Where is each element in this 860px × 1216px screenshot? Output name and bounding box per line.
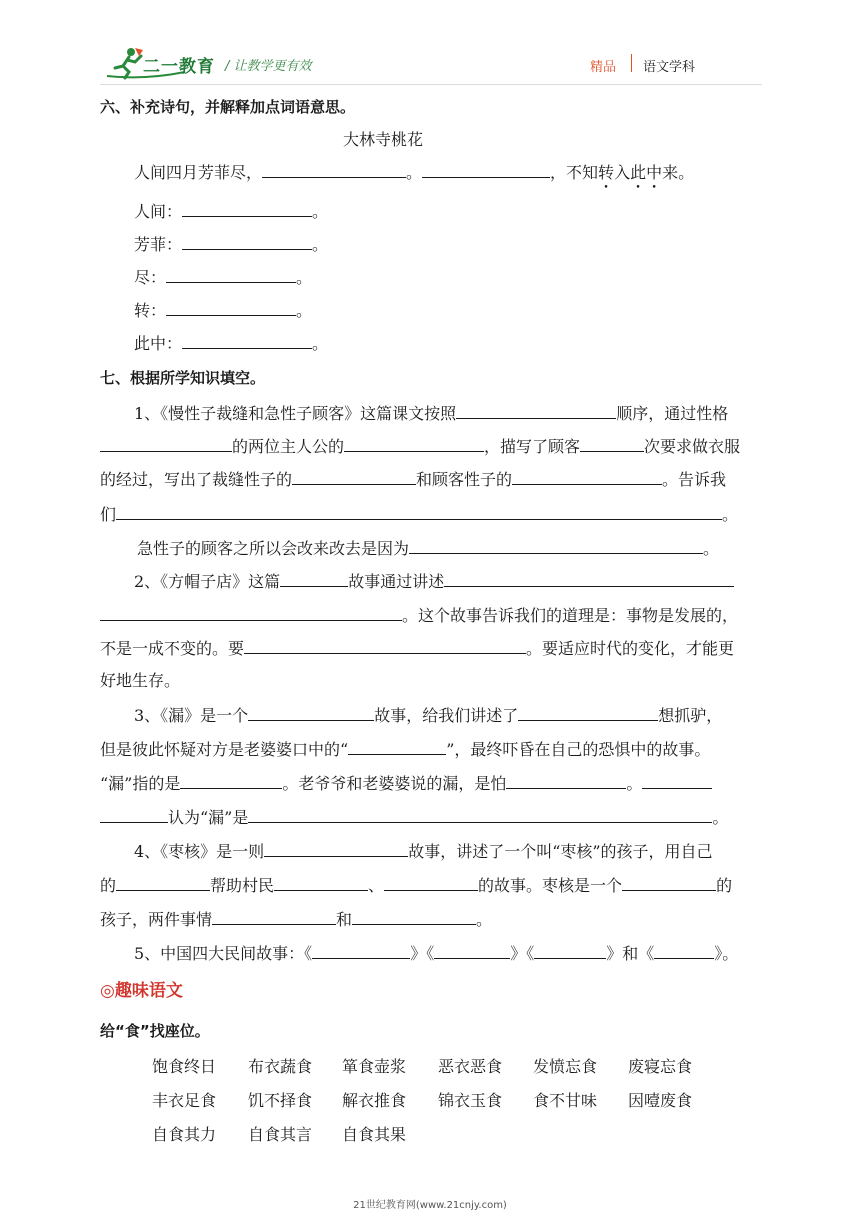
idiom-item: 饥不择食 bbox=[248, 1091, 313, 1110]
q5-blank-3[interactable] bbox=[534, 942, 606, 959]
section7-heading: 七、根据所学知识填空。 bbox=[100, 369, 266, 387]
term-label: 此中： bbox=[134, 334, 183, 353]
q3-blank-lou-is[interactable] bbox=[248, 806, 712, 823]
q3-blank-type[interactable] bbox=[248, 704, 374, 721]
q2-text: 2、《方帽子店》这篇 bbox=[134, 572, 281, 591]
q4-blank-deed2[interactable] bbox=[384, 874, 478, 891]
q3-blank-fear[interactable] bbox=[506, 772, 626, 789]
brand-name: 二一教育 bbox=[143, 57, 215, 77]
term-label: 芳菲： bbox=[134, 235, 183, 254]
explain-fangfei bbox=[134, 233, 328, 256]
q4-blank-trait[interactable] bbox=[622, 874, 716, 891]
quality-tag: 精品 bbox=[590, 60, 617, 75]
q4-text: 4、《枣核》是一则 bbox=[134, 842, 265, 861]
explain-jin bbox=[134, 266, 312, 289]
q1-text: 和顾客性子的 bbox=[416, 470, 513, 489]
q4-text: 的 bbox=[100, 876, 117, 895]
fun-task: 给“食”找座位。 bbox=[100, 1022, 210, 1040]
page-header bbox=[0, 0, 860, 90]
q1-blank-trait[interactable] bbox=[100, 435, 232, 452]
term-label: 尽： bbox=[134, 268, 167, 287]
q2-line3 bbox=[100, 637, 734, 660]
q4-text: 孩子，两件事情 bbox=[100, 910, 213, 929]
q1-line5 bbox=[137, 537, 719, 560]
q5-blank-2[interactable] bbox=[434, 942, 510, 959]
q4-line1 bbox=[134, 840, 713, 863]
q1-line4 bbox=[100, 503, 738, 526]
q3-blank-lou[interactable] bbox=[348, 738, 446, 755]
q4-blank-event2[interactable] bbox=[352, 908, 476, 925]
answer-blank[interactable] bbox=[182, 233, 312, 250]
q2-blank-type[interactable] bbox=[280, 570, 348, 587]
q3-text: 但是彼此怀疑对方是老婆婆口中的“ bbox=[100, 740, 349, 759]
q2-text: 故事通过讲述 bbox=[348, 572, 445, 591]
q4-line3 bbox=[100, 908, 492, 931]
poem-line bbox=[134, 161, 694, 184]
section6-heading: 六、补充诗句，并解释加点词语意思。 bbox=[100, 98, 356, 116]
q5-text: 》《 bbox=[510, 944, 535, 963]
q4-text: 的 bbox=[716, 876, 733, 895]
q3-text: 故事，给我们讲述了 bbox=[374, 706, 519, 725]
answer-blank[interactable] bbox=[166, 299, 296, 316]
q5-text: 5、中国四大民间故事：《 bbox=[134, 944, 313, 963]
idiom-item: 饱食终日 bbox=[152, 1057, 217, 1076]
q3-text: 。 bbox=[626, 774, 643, 793]
idiom-item: 恶衣恶食 bbox=[438, 1057, 503, 1076]
q1-blank-slow[interactable] bbox=[292, 468, 416, 485]
q3-line2 bbox=[100, 738, 710, 761]
dotted-char-zhuan: 转 bbox=[598, 163, 615, 182]
q2-line2 bbox=[100, 604, 738, 627]
poem-blank-1[interactable] bbox=[262, 161, 406, 178]
q2-blank-should[interactable] bbox=[244, 637, 526, 654]
q1-text: 次要求做衣服 bbox=[644, 437, 741, 456]
poem-line-end-f: 来。 bbox=[662, 163, 695, 182]
period: 。 bbox=[296, 301, 313, 320]
q4-text: 。 bbox=[476, 910, 493, 929]
q5-text: 》。 bbox=[714, 944, 739, 963]
q2-blank-story[interactable] bbox=[444, 570, 734, 587]
q4-text: 故事，讲述了一个叫“枣核”的孩子，用自己 bbox=[408, 842, 713, 861]
header-rule bbox=[100, 84, 762, 85]
q5-line1 bbox=[134, 942, 738, 965]
q2-line1 bbox=[134, 570, 734, 593]
fun-heading-text: ◎趣味语文 bbox=[100, 981, 183, 1001]
idiom-item: 因噎废食 bbox=[628, 1091, 693, 1110]
poem-blank-2[interactable] bbox=[422, 161, 550, 178]
subject-tag: 语文学科 bbox=[643, 60, 696, 75]
idiom-item: 自食其果 bbox=[342, 1125, 407, 1144]
dotted-char-ci: 此 bbox=[630, 163, 647, 182]
q5-text: 》《 bbox=[410, 944, 435, 963]
q1-text: 顺序，通过性格 bbox=[616, 404, 729, 423]
idiom-item: 丰衣足食 bbox=[152, 1091, 217, 1110]
q4-blank-type[interactable] bbox=[264, 840, 408, 857]
q3-text: 。 bbox=[712, 808, 729, 827]
q3-blank-meaning[interactable] bbox=[180, 772, 282, 789]
page-footer: 21世纪教育网(www.21cnjy.com) bbox=[353, 1200, 507, 1211]
q1-line1 bbox=[134, 402, 728, 425]
q4-text: 的故事。枣核是一个 bbox=[478, 876, 623, 895]
q4-line2 bbox=[100, 874, 732, 897]
q3-text: 想抓驴， bbox=[658, 706, 723, 725]
q3-line3 bbox=[100, 772, 712, 795]
idiom-item: 发愤忘食 bbox=[533, 1057, 598, 1076]
q5-text: 》和《 bbox=[606, 944, 655, 963]
idiom-item: 解衣推食 bbox=[342, 1091, 407, 1110]
fun-heading bbox=[100, 980, 183, 1002]
poem-line-end-a: ，不知 bbox=[550, 163, 599, 182]
q3-text: 3、《漏》是一个 bbox=[134, 706, 249, 725]
q3-text: ”，最终吓昏在自己的恐惧中的故事。 bbox=[446, 740, 711, 759]
q3-blank-who[interactable] bbox=[518, 704, 658, 721]
period: 。 bbox=[312, 235, 329, 254]
q4-text: 和 bbox=[336, 910, 353, 929]
q3-text: “漏”指的是 bbox=[100, 774, 181, 793]
q3-text: 认为“漏”是 bbox=[168, 808, 249, 827]
term-label: 转： bbox=[134, 301, 167, 320]
q1-line2 bbox=[100, 435, 740, 458]
q1-text: 。告诉我 bbox=[662, 470, 727, 489]
poem-line-start: 人间四月芳菲尽， bbox=[134, 163, 263, 182]
q4-blank-event1[interactable] bbox=[212, 908, 336, 925]
q2-line4: 好地生存。 bbox=[100, 671, 181, 690]
q3-text: 。老爷爷和老婆婆说的漏，是怕 bbox=[282, 774, 507, 793]
explain-zhuan bbox=[134, 299, 312, 322]
q1-text: 1、《慢性子裁缝和急性子顾客》这篇课文按照 bbox=[134, 404, 457, 423]
q4-blank-what[interactable] bbox=[116, 874, 210, 891]
slogan: / 让教学更有效 bbox=[225, 59, 312, 74]
q4-text: 帮助村民 bbox=[210, 876, 275, 895]
poem-char-ru: 入 bbox=[614, 163, 631, 182]
q3-blank-who2[interactable] bbox=[642, 772, 712, 789]
q1-text: 们 bbox=[100, 505, 117, 524]
period: 。 bbox=[312, 202, 329, 221]
q4-text: 、 bbox=[368, 876, 385, 895]
term-label: 人间： bbox=[134, 202, 183, 221]
q5-blank-4[interactable] bbox=[654, 942, 714, 959]
answer-blank[interactable] bbox=[166, 266, 296, 283]
q4-blank-deed1[interactable] bbox=[274, 874, 368, 891]
explain-renjian bbox=[134, 200, 328, 223]
q1-blank-order[interactable] bbox=[456, 402, 616, 419]
q3-line1 bbox=[134, 704, 722, 727]
q1-blank-lesson[interactable] bbox=[116, 503, 722, 520]
dotted-char-zhong: 中 bbox=[646, 163, 663, 182]
header-divider bbox=[631, 54, 632, 72]
q1-blank-reason[interactable] bbox=[409, 537, 703, 554]
idiom-item: 食不甘味 bbox=[533, 1091, 598, 1110]
idiom-item: 箪食壶浆 bbox=[342, 1057, 407, 1076]
q5-blank-1[interactable] bbox=[312, 942, 410, 959]
idiom-item: 锦衣玉食 bbox=[438, 1091, 503, 1110]
idiom-item: 自食其力 bbox=[152, 1125, 217, 1144]
q2-text: 。这个故事告诉我们的道理是：事物是发展的， bbox=[402, 606, 739, 625]
q2-text: 。要适应时代的变化，才能更 bbox=[526, 639, 735, 658]
q1-text: ，描写了顾客 bbox=[484, 437, 581, 456]
q3-line4 bbox=[100, 806, 728, 829]
idiom-item: 自食其言 bbox=[248, 1125, 313, 1144]
period: 。 bbox=[312, 334, 329, 353]
answer-blank[interactable] bbox=[182, 200, 312, 217]
poem-title: 大林寺桃花 bbox=[343, 130, 424, 149]
answer-blank[interactable] bbox=[182, 332, 312, 349]
q1-blank-words[interactable] bbox=[344, 435, 484, 452]
idiom-item: 废寝忘食 bbox=[628, 1057, 693, 1076]
q2-text: 不是一成不变的。要 bbox=[100, 639, 245, 658]
q1-text: 。 bbox=[703, 539, 720, 558]
q1-line3 bbox=[100, 468, 726, 491]
q3-blank-who2-cont[interactable] bbox=[100, 806, 168, 823]
explain-cizhong bbox=[134, 332, 328, 355]
q1-blank-times[interactable] bbox=[580, 435, 644, 452]
q1-text: 的经过，写出了裁缝性子的 bbox=[100, 470, 293, 489]
q1-text: 。 bbox=[722, 505, 739, 524]
q1-text: 的两位主人公的 bbox=[232, 437, 345, 456]
q1-blank-fast[interactable] bbox=[512, 468, 662, 485]
q2-blank-story-cont[interactable] bbox=[100, 604, 402, 621]
period: 。 bbox=[296, 268, 313, 287]
idiom-item: 布衣蔬食 bbox=[248, 1057, 313, 1076]
q1-text: 急性子的顾客之所以会改来改去是因为 bbox=[137, 539, 410, 558]
poem-line-mid: 。 bbox=[406, 163, 423, 182]
